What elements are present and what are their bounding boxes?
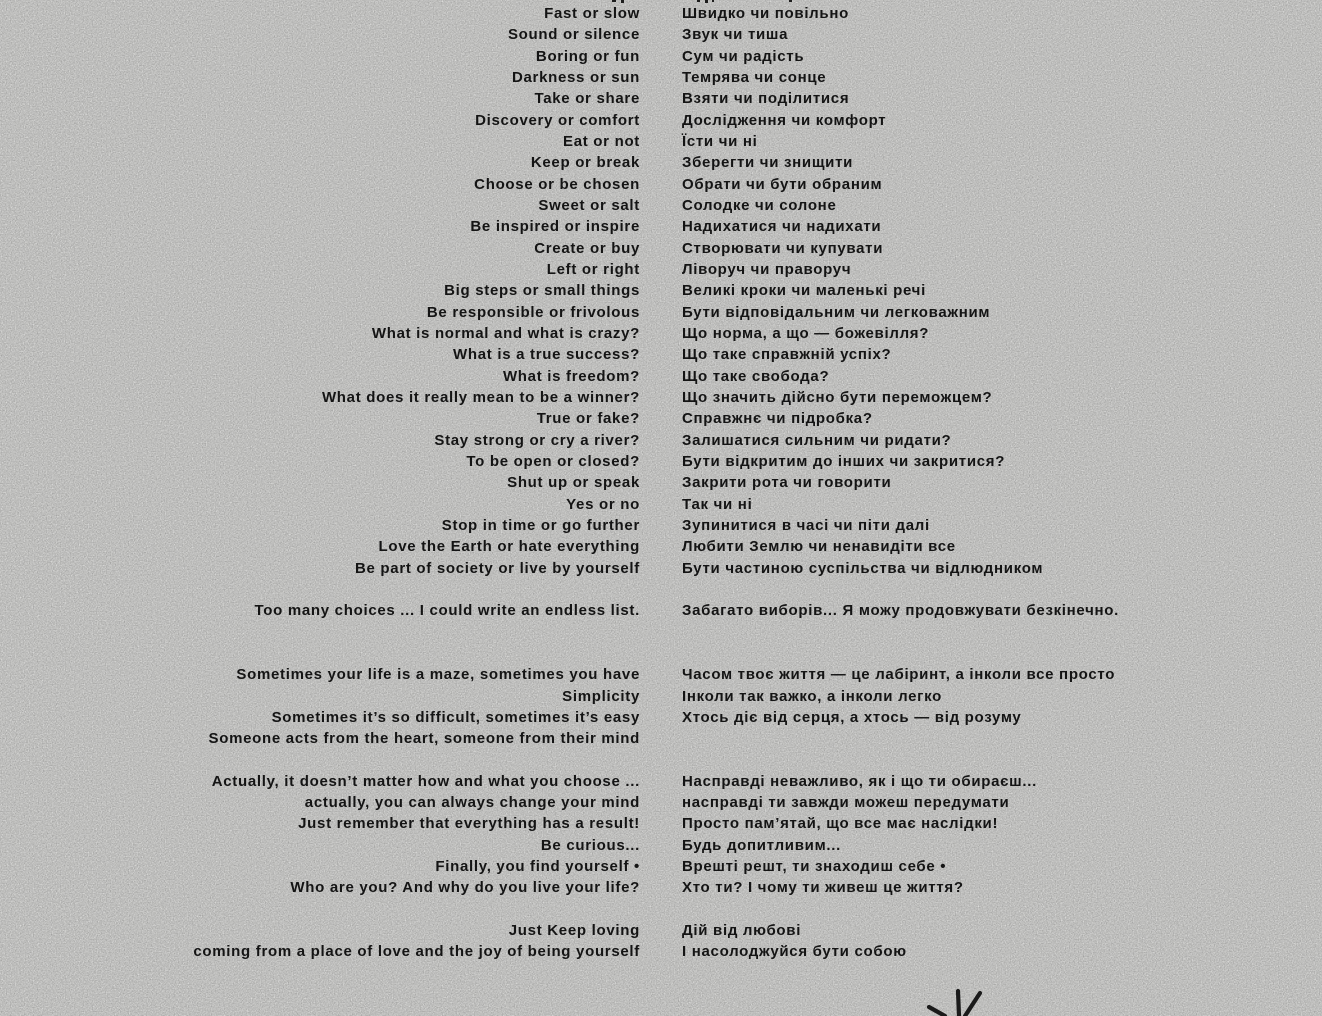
poem-line-ukrainian: Обрати чи бути обраним <box>682 175 883 193</box>
poem-line-pair <box>0 664 1322 685</box>
poem-line-english: Who are you? And why do you live your life? <box>290 879 640 897</box>
poem-line-ukrainian <box>682 643 1322 664</box>
poem-line-ukrainian <box>682 622 1322 643</box>
poem-line-pair <box>0 46 1322 67</box>
poem-line-ukrainian: Часом твоє життя — це лабіринт, а інколи все просто <box>682 666 1116 684</box>
poem-line-pair <box>0 344 1322 365</box>
poem-line-ukrainian: Надихатися чи надихати <box>682 218 882 236</box>
poem-line-english: Too many choices ... I could write an endless list. <box>254 602 640 620</box>
poem-line-english <box>0 899 640 920</box>
poem-line-english: Just remember that everything has a result! <box>298 815 640 833</box>
poem-line-ukrainian: Любити Землю чи ненавидіти все <box>682 538 956 556</box>
poem-line-pair <box>0 728 1322 749</box>
poem-line-pair <box>0 195 1322 216</box>
poem-line-ukrainian: Бути відповідальним чи легковажним <box>682 303 991 321</box>
poem-line-pair <box>0 302 1322 323</box>
poem-line-ukrainian: Що таке свобода? <box>682 367 830 385</box>
poem-line-pair <box>0 24 1322 45</box>
poem-line-ukrainian <box>682 579 1322 600</box>
poem-line-english: True or fake? <box>536 410 640 428</box>
poem-line-ukrainian: Ліворуч чи праворуч <box>682 260 852 278</box>
poem-line-ukrainian: Сум чи радість <box>682 47 805 65</box>
poem-line-ukrainian <box>682 749 1322 770</box>
poem-line-english: Take or share <box>534 90 640 108</box>
poem-line-pair <box>0 749 1322 770</box>
poem-line-ukrainian: І насолоджуйся бути собою <box>682 943 907 961</box>
bilingual-poem <box>0 3 1322 963</box>
poem-line-pair <box>0 472 1322 493</box>
poem-line-english: Actually, it doesn’t matter how and what you choose ... <box>211 772 640 790</box>
poem-line-ukrainian: Темрява чи сонце <box>682 68 827 86</box>
poem-line-pair <box>0 451 1322 472</box>
poem-line-pair <box>0 259 1322 280</box>
poem-line-pair <box>0 88 1322 109</box>
poem-line-ukrainian: Звук чи тиша <box>682 26 789 44</box>
poem-line-pair <box>0 238 1322 259</box>
poem-line-pair <box>0 835 1322 856</box>
clipped-text-remnant <box>789 0 792 2</box>
poem-line-english: What is normal and what is crazy? <box>371 324 640 342</box>
poem-line-english <box>0 749 640 770</box>
poem-line-pair <box>0 771 1322 792</box>
poem-line-pair <box>0 558 1322 579</box>
poem-line-ukrainian: Солодке чи солоне <box>682 196 837 214</box>
poem-line-english <box>0 579 640 600</box>
poem-line-english: Sweet or salt <box>538 196 640 214</box>
poem-line-pair <box>0 515 1322 536</box>
poem-line-pair <box>0 174 1322 195</box>
poem-line-english: Boring or fun <box>535 47 640 65</box>
poem-line-english: Be responsible or frivolous <box>426 303 640 321</box>
poem-line-pair <box>0 856 1322 877</box>
poem-line-ukrainian: Великі кроки чи маленькі речі <box>682 282 926 300</box>
poem-line-ukrainian: Що таке справжній успіх? <box>682 346 892 364</box>
poem-line-ukrainian: Насправді неважливо, як і що ти обираєш... <box>682 772 1037 790</box>
poem-line-ukrainian: Що значить дійсно бути переможцем? <box>682 388 993 406</box>
poem-line-pair <box>0 600 1322 621</box>
poem-line-english: Be part of society or live by yourself <box>354 559 640 577</box>
poem-line-pair <box>0 110 1322 131</box>
poem-line-pair <box>0 131 1322 152</box>
poem-line-english: Keep or break <box>530 154 640 172</box>
poem-line-pair <box>0 622 1322 643</box>
poem-line-ukrainian: Просто пам’ятай, що все має наслідки! <box>682 815 999 833</box>
poem-line-ukrainian: Хтось діє від серця, а хтось — від розуму <box>682 708 1022 726</box>
poem-line-english: Be curious... <box>540 836 640 854</box>
poem-line-ukrainian: Їсти чи ні <box>682 132 758 150</box>
poem-line-english: To be open or closed? <box>466 452 640 470</box>
poem-line-ukrainian: Справжнє чи підробка? <box>682 410 873 428</box>
poem-line-english: What is a true success? <box>453 346 640 364</box>
poem-line-ukrainian: Інколи так важко, а інколи легко <box>682 687 942 705</box>
poem-line-english: Create or buy <box>534 239 640 257</box>
poem-line-pair <box>0 941 1322 962</box>
poem-line-pair <box>0 216 1322 237</box>
poem-line-english <box>0 622 640 643</box>
poem-line-pair <box>0 67 1322 88</box>
poem-line-english: Choose or be chosen <box>474 175 640 193</box>
clipped-text-remnant <box>697 0 700 2</box>
poem-line-english: Sometimes it’s so difficult, sometimes it’s easy <box>271 708 640 726</box>
poem-line-english: Be inspired or inspire <box>470 218 640 236</box>
poem-line-ukrainian: Будь допитливим... <box>682 836 841 854</box>
poem-line-english: Shut up or speak <box>507 474 640 492</box>
poem-rows <box>0 3 1322 963</box>
poem-line-english: Love the Earth or hate everything <box>378 538 640 556</box>
asterisk-mark-icon <box>918 986 1002 1016</box>
poem-line-pair <box>0 152 1322 173</box>
poem-line-ukrainian: Створювати чи купувати <box>682 239 884 257</box>
clipped-text-remnant <box>612 0 616 2</box>
poem-line-english: Fast or slow <box>544 5 640 22</box>
poem-line-english: Someone acts from the heart, someone from their mind <box>208 730 640 748</box>
poem-line-pair <box>0 280 1322 301</box>
poem-line-pair <box>0 899 1322 920</box>
poem-line-pair <box>0 920 1322 941</box>
poem-line-ukrainian: Дослідження чи комфорт <box>682 111 887 129</box>
poem-line-english: What is freedom? <box>502 367 640 385</box>
poem-line-pair <box>0 707 1322 728</box>
poem-line-english: Simplicity <box>562 687 640 705</box>
poem-line-ukrainian: Залишатися сильним чи ридати? <box>682 431 952 449</box>
poem-line-english: Sound or silence <box>507 26 640 44</box>
poem-line-ukrainian: Закрити рота чи говорити <box>682 474 892 492</box>
poem-line-pair <box>0 686 1322 707</box>
poem-line-ukrainian: Так чи ні <box>682 495 753 513</box>
poem-line-ukrainian: Хто ти? І чому ти живеш це життя? <box>682 879 964 897</box>
poem-line-pair <box>0 408 1322 429</box>
poem-line-pair <box>0 813 1322 834</box>
poem-line-pair <box>0 792 1322 813</box>
poem-line-pair <box>0 877 1322 898</box>
poem-line-english <box>0 643 640 664</box>
poem-line-ukrainian <box>682 899 1322 920</box>
poem-line-pair <box>0 643 1322 664</box>
poem-line-english: Eat or not <box>563 132 640 150</box>
poem-line-ukrainian: Дій від любові <box>682 922 802 940</box>
poem-line-english: Sometimes your life is a maze, sometimes you have <box>236 666 640 684</box>
poem-line-ukrainian: насправді ти завжди можеш передумати <box>682 794 1010 812</box>
poem-line-pair <box>0 3 1322 24</box>
poem-line-english: Left or right <box>546 260 640 278</box>
poem-line-english: Stay strong or cry a river? <box>434 431 640 449</box>
poem-line-ukrainian: Зупинитися в часі чи піти далі <box>682 516 930 534</box>
poem-line-english: coming from a place of love and the joy of being yourself <box>193 943 640 961</box>
poem-line-ukrainian: Взяти чи поділитися <box>682 90 850 108</box>
poem-line-ukrainian: Що норма, а що — божевілля? <box>682 324 930 342</box>
poem-line-ukrainian: Врешті решт, ти знаходиш себе • <box>682 858 947 876</box>
poem-line-english: Big steps or small things <box>444 282 640 300</box>
poem-line-ukrainian: Швидко чи повільно <box>682 5 849 22</box>
poem-line-pair <box>0 366 1322 387</box>
poem-line-pair <box>0 430 1322 451</box>
poem-line-english: Discovery or comfort <box>475 111 640 129</box>
poem-line-english: actually, you can always change your mind <box>304 794 640 812</box>
clipped-text-remnant <box>712 0 714 2</box>
poem-line-english: Yes or no <box>566 495 640 513</box>
poem-line-ukrainian: Бути відкритим до інших чи закритися? <box>682 452 1006 470</box>
poem-line-ukrainian <box>682 728 1322 749</box>
poem-line-pair <box>0 494 1322 515</box>
poem-line-ukrainian: Бути частиною суспільства чи відлюдником <box>682 559 1044 577</box>
poem-line-pair <box>0 579 1322 600</box>
poem-line-ukrainian: Забагато виборів... Я можу продовжувати безкінечно. <box>682 602 1120 620</box>
poem-line-pair <box>0 387 1322 408</box>
poem-line-english: Stop in time or go further <box>441 516 640 534</box>
poem-line-ukrainian: Зберегти чи знищити <box>682 154 854 172</box>
poem-line-english: What does it really mean to be a winner? <box>321 388 640 406</box>
poem-line-english: Just Keep loving <box>508 922 640 940</box>
poem-line-english: Finally, you find yourself • <box>435 858 640 876</box>
poem-line-english: Darkness or sun <box>511 68 640 86</box>
poem-line-pair <box>0 536 1322 557</box>
poem-line-pair <box>0 323 1322 344</box>
